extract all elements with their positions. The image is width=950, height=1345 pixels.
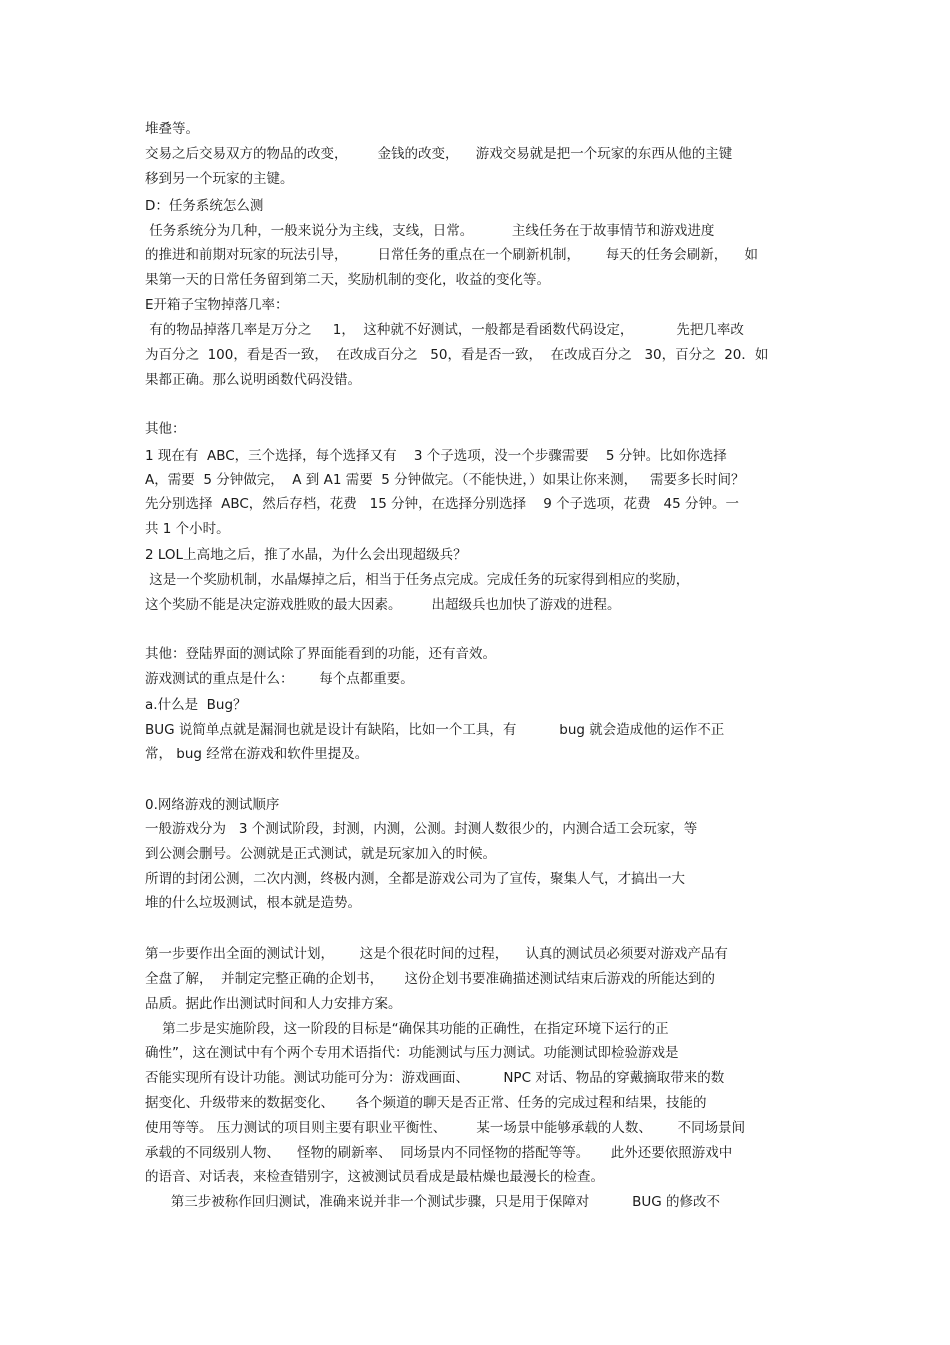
text-line: 为百分之 100，看是否一致， 在改成百分之 50，看是否一致， 在改成百分之 30，百分之 20．如 xyxy=(145,347,769,363)
text-line: 否能实现所有设计功能。测试功能可分为：游戏画面、 NPC 对话、物品的穿戴摘取带来的数 xyxy=(145,1070,725,1086)
text-line: 堆叠等。 xyxy=(145,121,199,137)
text-line: 交易之后交易双方的物品的改变， 金钱的改变， 游戏交易就是把一个玩家的东西从他的主键 xyxy=(145,146,733,162)
text-line: 第三步被称作回归测试，准确来说并非一个测试步骤，只是用于保障对 BUG 的修改不 xyxy=(145,1194,721,1210)
text-line: 先分别选择 ABC，然后存档，花费 15 分钟，在选择分别选择 9 个子选项，花费 45 分钟。一 xyxy=(145,496,739,512)
text-line: 共 1 个小时。 xyxy=(145,521,230,537)
text-line: 任务系统分为几种，一般来说分为主线，支线，日常。 主线任务在于故事情节和游戏进度 xyxy=(145,223,715,239)
text-line: 第一步要作出全面的测试计划， 这是个很花时间的过程， 认真的测试员必须要对游戏产品有 xyxy=(145,946,728,962)
section-heading: E开箱子宝物掉落几率： xyxy=(145,297,289,313)
text-line: 据变化、升级带来的数据变化、 各个频道的聊天是否正常、任务的完成过程和结果，技能的 xyxy=(145,1095,707,1111)
text-line: 其他：登陆界面的测试除了界面能看到的功能，还有音效。 xyxy=(145,646,496,662)
text-line: 的语音、对话表，来检查错别字，这被测试员看成是最枯燥也最漫长的检查。 xyxy=(145,1169,604,1185)
text-line: 果都正确。那么说明函数代码没错。 xyxy=(145,372,361,388)
section-heading: 2 LOL上高地之后，推了水晶，为什么会出现超级兵？ xyxy=(145,547,467,563)
text-line: 有的物品掉落几率是万分之 1， 这种就不好测试，一般都是看函数代码设定， 先把几率改 xyxy=(145,322,744,338)
text-line: 第二步是实施阶段，这一阶段的目标是“确保其功能的正确性，在指定环境下运行的正 xyxy=(145,1021,669,1037)
text-line: 到公测会删号。公测就是正式测试，就是玩家加入的时候。 xyxy=(145,846,496,862)
text-line: 确性”，这在测试中有个两个专用术语指代：功能测试与压力测试。功能测试即检验游戏是 xyxy=(145,1045,679,1061)
text-line: 这是一个奖励机制，水晶爆掉之后，相当于任务点完成。完成任务的玩家得到相应的奖励， xyxy=(145,572,690,588)
text-line: 游戏测试的重点是什么： 每个点都重要。 xyxy=(145,671,414,687)
section-heading: D：任务系统怎么测 xyxy=(145,198,264,214)
text-line: 品质。据此作出测试时间和人力安排方案。 xyxy=(145,996,402,1012)
section-heading: a.什么是 Bug？ xyxy=(145,697,247,713)
text-line: 的推进和前期对玩家的玩法引导， 日常任务的重点在一个刷新机制， 每天的任务会刷新， 如 xyxy=(145,247,758,263)
text-line: 所谓的封闭公测，二次内测，终极内测，全都是游戏公司为了宣传，聚集人气，才搞出一大 xyxy=(145,871,685,887)
text-line: 移到另一个玩家的主键。 xyxy=(145,171,294,187)
text-line: 常， bug 经常在游戏和软件里提及。 xyxy=(145,746,369,762)
text-line: 堆的什么垃圾测试，根本就是造势。 xyxy=(145,895,361,911)
text-line: 全盘了解， 并制定完整正确的企划书， 这份企划书要准确描述测试结束后游戏的所能达到的 xyxy=(145,971,716,987)
text-line: A，需要 5 分钟做完， A 到 A1 需要 5 分钟做完。（不能快进，）如果让你来测， 需要多长时间？ xyxy=(145,472,745,488)
text-line: 1 现在有 ABC，三个选择，每个选择又有 3 个子选项，没一个步骤需要 5 分钟。比如你选择 xyxy=(145,448,727,464)
text-line: 果第一天的日常任务留到第二天，奖励机制的变化，收益的变化等。 xyxy=(145,272,550,288)
text-line: 这个奖励不能是决定游戏胜败的最大因素。 出超级兵也加快了游戏的进程。 xyxy=(145,597,621,613)
text-line: BUG 说简单点就是漏洞也就是设计有缺陷，比如一个工具，有 bug 就会造成他的运作不正 xyxy=(145,722,725,738)
text-line: 承载的不同级别人物、 怪物的刷新率、 同场景内不同怪物的搭配等等。 此外还要依照游戏中 xyxy=(145,1145,733,1161)
section-heading: 其他： xyxy=(145,421,186,437)
section-heading: 0.网络游戏的测试顺序 xyxy=(145,797,280,813)
text-line: 一般游戏分为 3 个测试阶段，封测，内测，公测。封测人数很少的，内测合适工会玩家，等 xyxy=(145,821,698,837)
text-line: 使用等等。 压力测试的项目则主要有职业平衡性、 某一场景中能够承载的人数、 不同场景间 xyxy=(145,1120,746,1136)
